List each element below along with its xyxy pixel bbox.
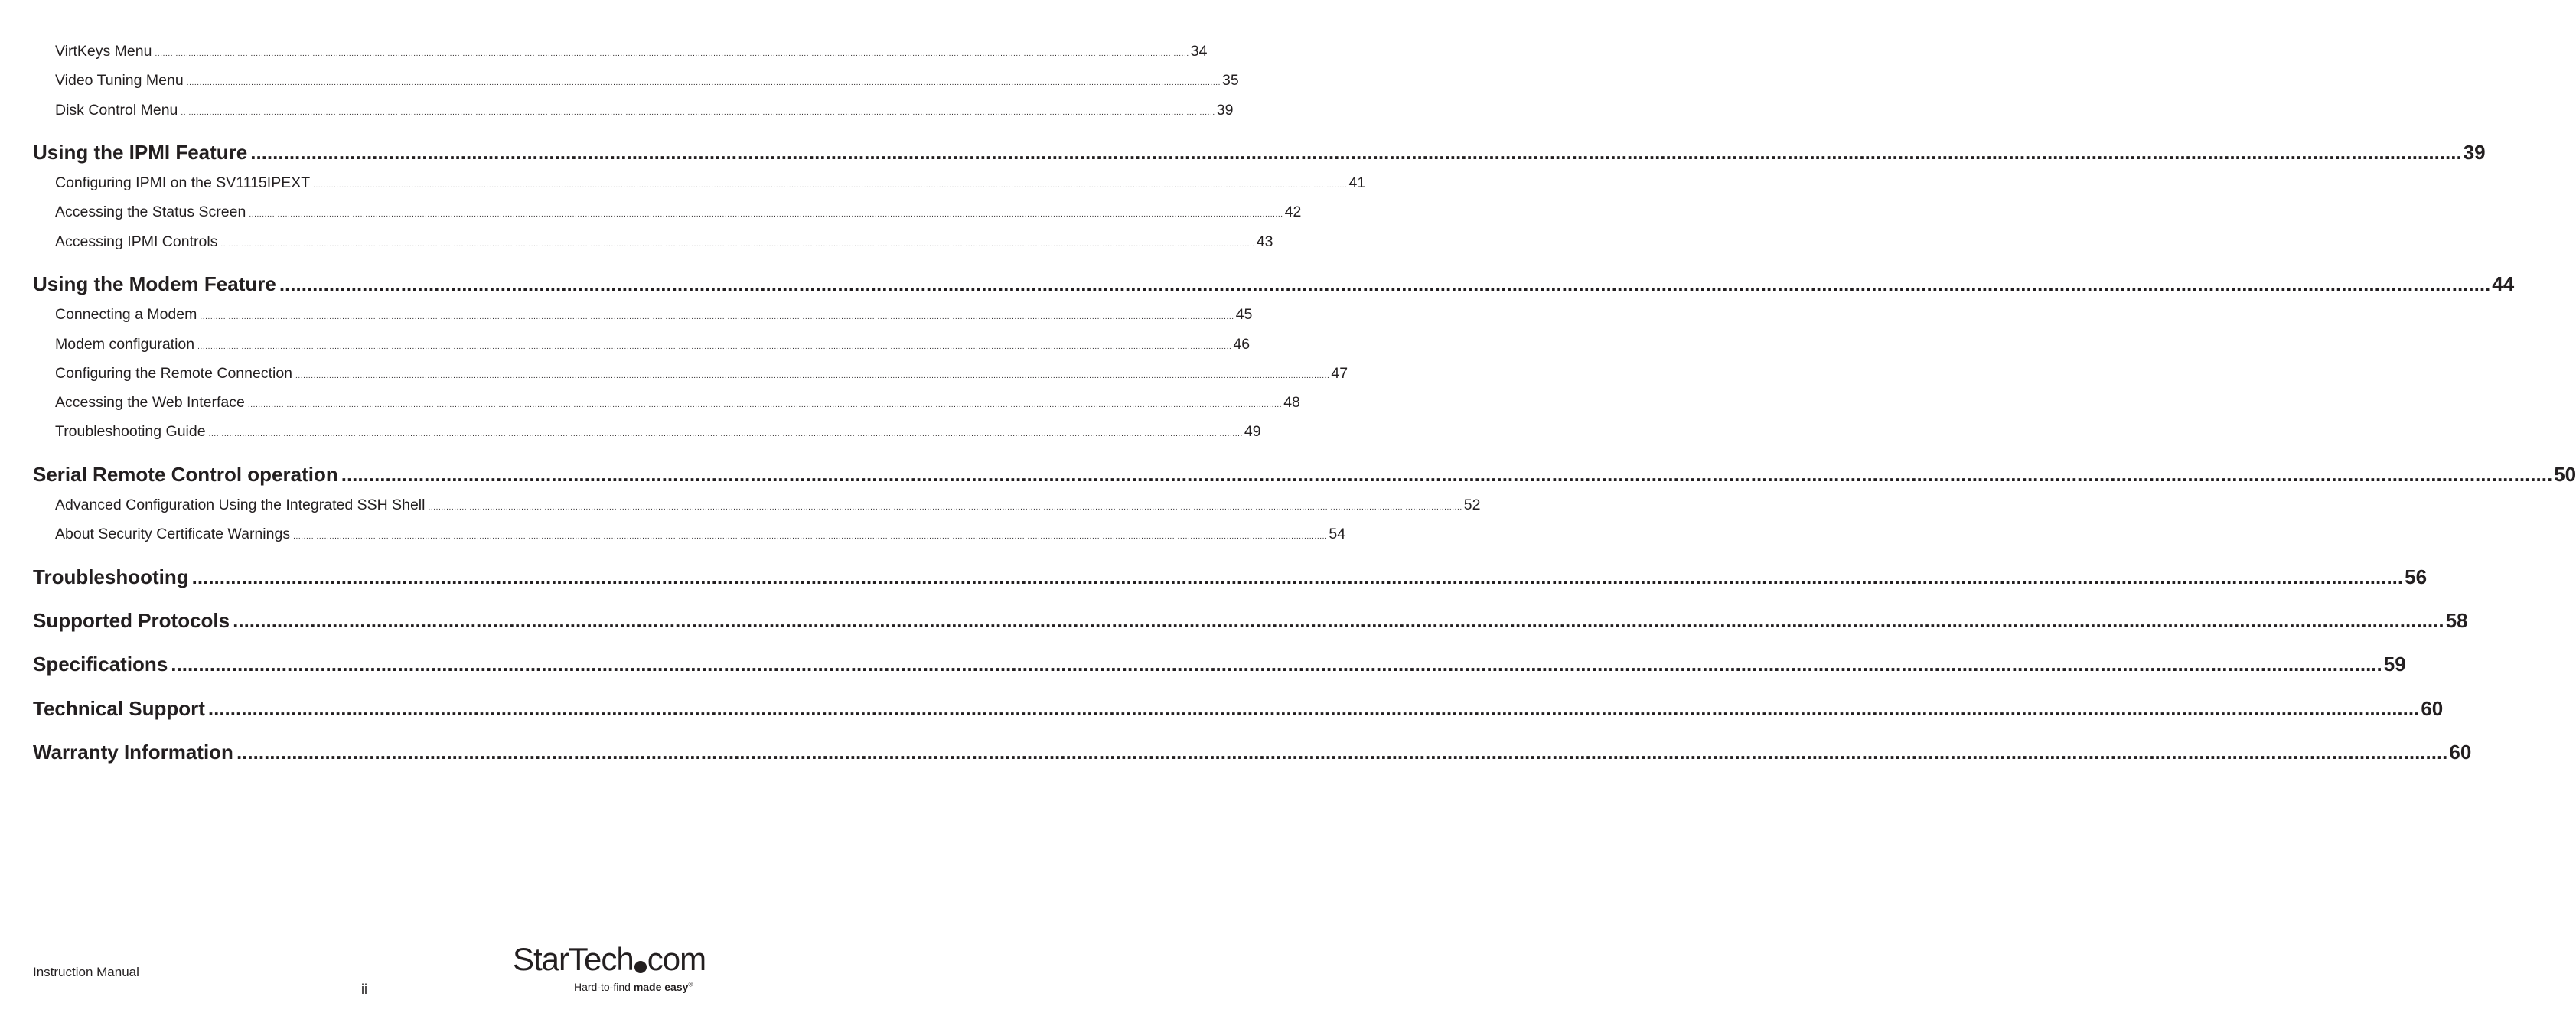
toc-entry-title: VirtKeys Menu — [55, 43, 152, 60]
toc-entry-page: 41 — [1348, 174, 1366, 191]
toc-entry-title: Video Tuning Menu — [55, 72, 184, 89]
toc-entry-page: 54 — [1329, 526, 1346, 542]
toc-entry-page: 58 — [2445, 609, 2468, 632]
toc-entry-title: Configuring IPMI on the SV1115IPEXT — [55, 174, 311, 191]
toc-leader-dots: ................................................................................................................................................................................................................................................................................................................................................................................................................ — [207, 697, 2420, 720]
toc-entry-page: 44 — [2492, 272, 2515, 295]
toc-leader-dots: ................................................................................................................................................................................................................................................................................................................................................................................................................ — [233, 609, 2444, 632]
toc-leader-dots: ................................................................................................................................................................................................................................................................................................................................................................................................................ — [197, 343, 1232, 351]
toc-entry-page: 56 — [2405, 565, 2428, 588]
toc-entry-specifications[interactable] — [33, 651, 2406, 677]
toc-entry-accessing-web-interface[interactable] — [55, 392, 1300, 412]
toc-entry-title: Configuring the Remote Connection — [55, 365, 293, 382]
toc-leader-dots: ................................................................................................................................................................................................................................................................................................................................................................................................................ — [295, 372, 1330, 380]
logo-dot-icon — [634, 961, 647, 973]
toc-entry-title: Troubleshooting — [33, 565, 189, 588]
toc-entry-advanced-configuration-ssh[interactable] — [55, 495, 1481, 515]
toc-leader-dots: ................................................................................................................................................................................................................................................................................................................................................................................................................ — [250, 141, 2462, 164]
toc-leader-dots: ................................................................................................................................................................................................................................................................................................................................................................................................................ — [155, 50, 1189, 58]
toc-leader-dots: ................................................................................................................................................................................................................................................................................................................................................................................................................ — [171, 653, 2382, 676]
toc-leader-dots: ................................................................................................................................................................................................................................................................................................................................................................................................................ — [181, 109, 1215, 117]
toc-entry-title: Supported Protocols — [33, 609, 230, 632]
toc-leader-dots: ................................................................................................................................................................................................................................................................................................................................................................................................................ — [236, 741, 2448, 764]
startech-logo — [513, 939, 706, 998]
toc-entry-page: 50 — [2554, 463, 2576, 486]
toc-entry-page: 35 — [1222, 72, 1239, 89]
logo-tagline-regular: Hard-to-find — [574, 981, 634, 993]
toc-entry-page: 47 — [1331, 365, 1348, 382]
toc-leader-dots: ................................................................................................................................................................................................................................................................................................................................................................................................................ — [341, 463, 2553, 486]
toc-entry-title: Troubleshooting Guide — [55, 423, 206, 440]
logo-tagline-bold: made easy — [633, 981, 689, 993]
logo-brand-left: StarTech — [513, 941, 634, 977]
toc-entry-page: 59 — [2383, 653, 2406, 676]
toc-entry-title: Connecting a Modem — [55, 306, 197, 323]
toc-leader-dots: ................................................................................................................................................................................................................................................................................................................................................................................................................ — [191, 565, 2404, 588]
toc-entry-disk-control-menu[interactable] — [55, 100, 1234, 120]
toc-entry-page: 60 — [2421, 697, 2444, 720]
toc-entry-warranty-information[interactable] — [33, 739, 2472, 765]
toc-entry-configuring-ipmi[interactable] — [55, 173, 1366, 193]
logo-tagline — [574, 981, 693, 993]
toc-entry-title: Modem configuration — [55, 336, 195, 353]
toc-entry-title: Warranty Information — [33, 741, 233, 764]
toc-entry-page: 45 — [1235, 306, 1253, 323]
toc-entry-page: 43 — [1256, 233, 1273, 250]
toc-entry-title: Advanced Configuration Using the Integrated SSH Shell — [55, 497, 426, 513]
toc-leader-dots: ................................................................................................................................................................................................................................................................................................................................................................................................................ — [279, 272, 2491, 295]
toc-leader-dots: ................................................................................................................................................................................................................................................................................................................................................................................................................ — [220, 240, 1255, 249]
toc-entry-page: 39 — [2463, 141, 2486, 164]
toc-entry-accessing-status-screen[interactable] — [55, 202, 1302, 222]
toc-entry-page: 52 — [1463, 497, 1481, 513]
toc-entry-title: Technical Support — [33, 697, 205, 720]
logo-brand-right: com — [647, 941, 706, 977]
toc-entry-using-ipmi-feature[interactable] — [33, 139, 2486, 165]
toc-entry-using-modem-feature[interactable] — [33, 271, 2515, 297]
toc-entry-page: 49 — [1244, 423, 1261, 440]
toc-entry-title: Serial Remote Control operation — [33, 463, 338, 486]
toc-entry-page: 34 — [1190, 43, 1208, 60]
toc-entry-virtkeys-menu[interactable] — [55, 41, 1208, 61]
page-number: ii — [361, 982, 367, 997]
trademark-symbol: ® — [688, 981, 693, 988]
toc-leader-dots: ................................................................................................................................................................................................................................................................................................................................................................................................................ — [186, 79, 1221, 87]
toc-entry-connecting-modem[interactable] — [55, 304, 1253, 324]
toc-entry-modem-configuration[interactable] — [55, 334, 1251, 354]
toc-entry-page: 42 — [1284, 204, 1302, 220]
toc-leader-dots: ................................................................................................................................................................................................................................................................................................................................................................................................................ — [428, 503, 1462, 512]
toc-entry-title: Accessing the Status Screen — [55, 204, 246, 220]
toc-entry-video-tuning-menu[interactable] — [55, 70, 1239, 90]
toc-leader-dots: ................................................................................................................................................................................................................................................................................................................................................................................................................ — [313, 181, 1348, 190]
toc-entry-security-certificate-warnings[interactable] — [55, 524, 1346, 544]
toc-entry-technical-support[interactable] — [33, 695, 2444, 721]
toc-entry-supported-protocols[interactable] — [33, 607, 2468, 633]
logo-wordmark — [513, 939, 706, 979]
toc-entry-title: Accessing IPMI Controls — [55, 233, 218, 250]
toc-entry-title: Specifications — [33, 653, 168, 676]
toc-entry-title: Using the Modem Feature — [33, 272, 276, 295]
toc-leader-dots: ................................................................................................................................................................................................................................................................................................................................................................................................................ — [249, 210, 1283, 219]
toc-entry-title: Using the IPMI Feature — [33, 141, 248, 164]
toc-entry-serial-remote-control[interactable] — [33, 461, 2576, 487]
toc-entry-title: Accessing the Web Interface — [55, 394, 245, 411]
toc-entry-troubleshooting[interactable] — [33, 564, 2428, 590]
toc-entry-troubleshooting-guide[interactable] — [55, 422, 1261, 441]
toc-leader-dots: ................................................................................................................................................................................................................................................................................................................................................................................................................ — [208, 430, 1243, 438]
toc-entry-title: Disk Control Menu — [55, 102, 178, 119]
toc-entry-title: About Security Certificate Warnings — [55, 526, 291, 542]
toc-leader-dots: ................................................................................................................................................................................................................................................................................................................................................................................................................ — [200, 313, 1234, 321]
toc-entry-accessing-ipmi-controls[interactable] — [55, 232, 1273, 252]
toc-entry-page: 48 — [1283, 394, 1300, 411]
toc-leader-dots: ................................................................................................................................................................................................................................................................................................................................................................................................................ — [293, 532, 1328, 541]
footer-label: Instruction Manual — [33, 965, 139, 979]
toc-leader-dots: ................................................................................................................................................................................................................................................................................................................................................................................................................ — [247, 401, 1283, 409]
toc-entry-page: 60 — [2449, 741, 2472, 764]
toc-entry-configuring-remote-connection[interactable] — [55, 363, 1348, 383]
toc-entry-page: 46 — [1233, 336, 1251, 353]
toc-entry-page: 39 — [1216, 102, 1234, 119]
